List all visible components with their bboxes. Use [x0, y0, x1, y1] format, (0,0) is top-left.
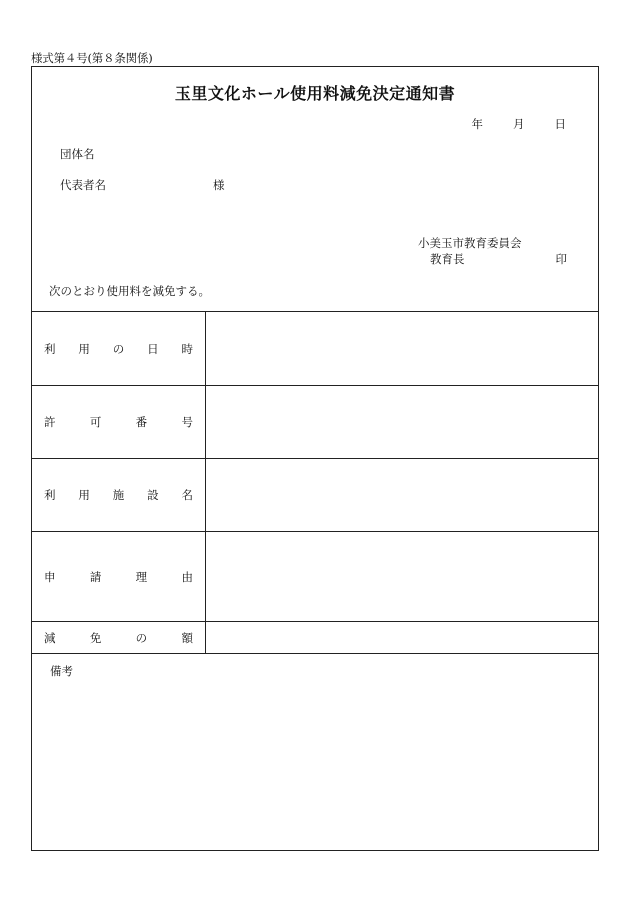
label-char: 理: [135, 569, 148, 584]
label-char: 免: [89, 630, 102, 645]
document-frame: [31, 66, 599, 851]
row-label-application-reason: [32, 532, 206, 621]
representative-label: 代表者名: [60, 178, 106, 192]
label-char: 時: [181, 341, 193, 356]
label-char: 設: [147, 488, 159, 502]
label-char: 用: [78, 488, 90, 502]
row-label-reduction-amount: [32, 622, 206, 653]
application-reason-field[interactable]: [206, 532, 598, 621]
label-char: の: [135, 630, 148, 645]
label-char: 号: [181, 415, 193, 429]
label-char: 番: [135, 415, 148, 429]
table-row: [32, 312, 598, 386]
form-number: 様式第４号(第８条関係): [31, 51, 153, 65]
label-char: 申: [44, 569, 56, 584]
label-char: 施: [112, 488, 125, 502]
remarks-label: 備考: [50, 664, 73, 678]
table-row: [32, 386, 598, 459]
facility-name-field[interactable]: [206, 459, 598, 531]
label-char: 請: [89, 569, 102, 584]
label-char: 由: [181, 569, 193, 584]
details-table: [32, 311, 598, 654]
label-char: 利: [44, 488, 56, 502]
issuer-organization: 小美玉市教育委員会: [418, 236, 522, 250]
reduction-amount-field[interactable]: [206, 622, 598, 653]
label-char: 額: [181, 630, 193, 645]
label-char: 用: [78, 341, 90, 356]
permit-number-field[interactable]: [206, 386, 598, 458]
label-char: の: [112, 341, 125, 356]
label-char: 名: [181, 488, 193, 502]
issuer-title: 教育長: [430, 252, 465, 266]
month-label: 月: [513, 117, 525, 131]
document-title: 玉里文化ホール使用料減免決定通知書: [174, 84, 456, 103]
day-label: 日: [554, 117, 566, 131]
row-label-facility-name: [32, 459, 206, 531]
row-label-permit-number: [32, 386, 206, 458]
label-char: 日: [147, 341, 159, 356]
date-line: [472, 116, 567, 132]
table-row: [32, 459, 598, 532]
label-char: 可: [89, 415, 102, 429]
usage-datetime-field[interactable]: [206, 312, 598, 385]
body-text: 次のとおり使用料を減免する。: [49, 284, 210, 298]
honorific-label: 様: [213, 178, 225, 192]
seal-mark: 印: [555, 252, 567, 266]
label-char: 利: [44, 341, 56, 356]
group-name-label: 団体名: [60, 147, 95, 161]
table-row: [32, 622, 598, 654]
row-label-usage-datetime: [32, 312, 206, 385]
label-char: 許: [44, 415, 56, 429]
table-row: [32, 532, 598, 622]
label-char: 減: [44, 630, 56, 645]
year-label: 年: [471, 117, 483, 131]
